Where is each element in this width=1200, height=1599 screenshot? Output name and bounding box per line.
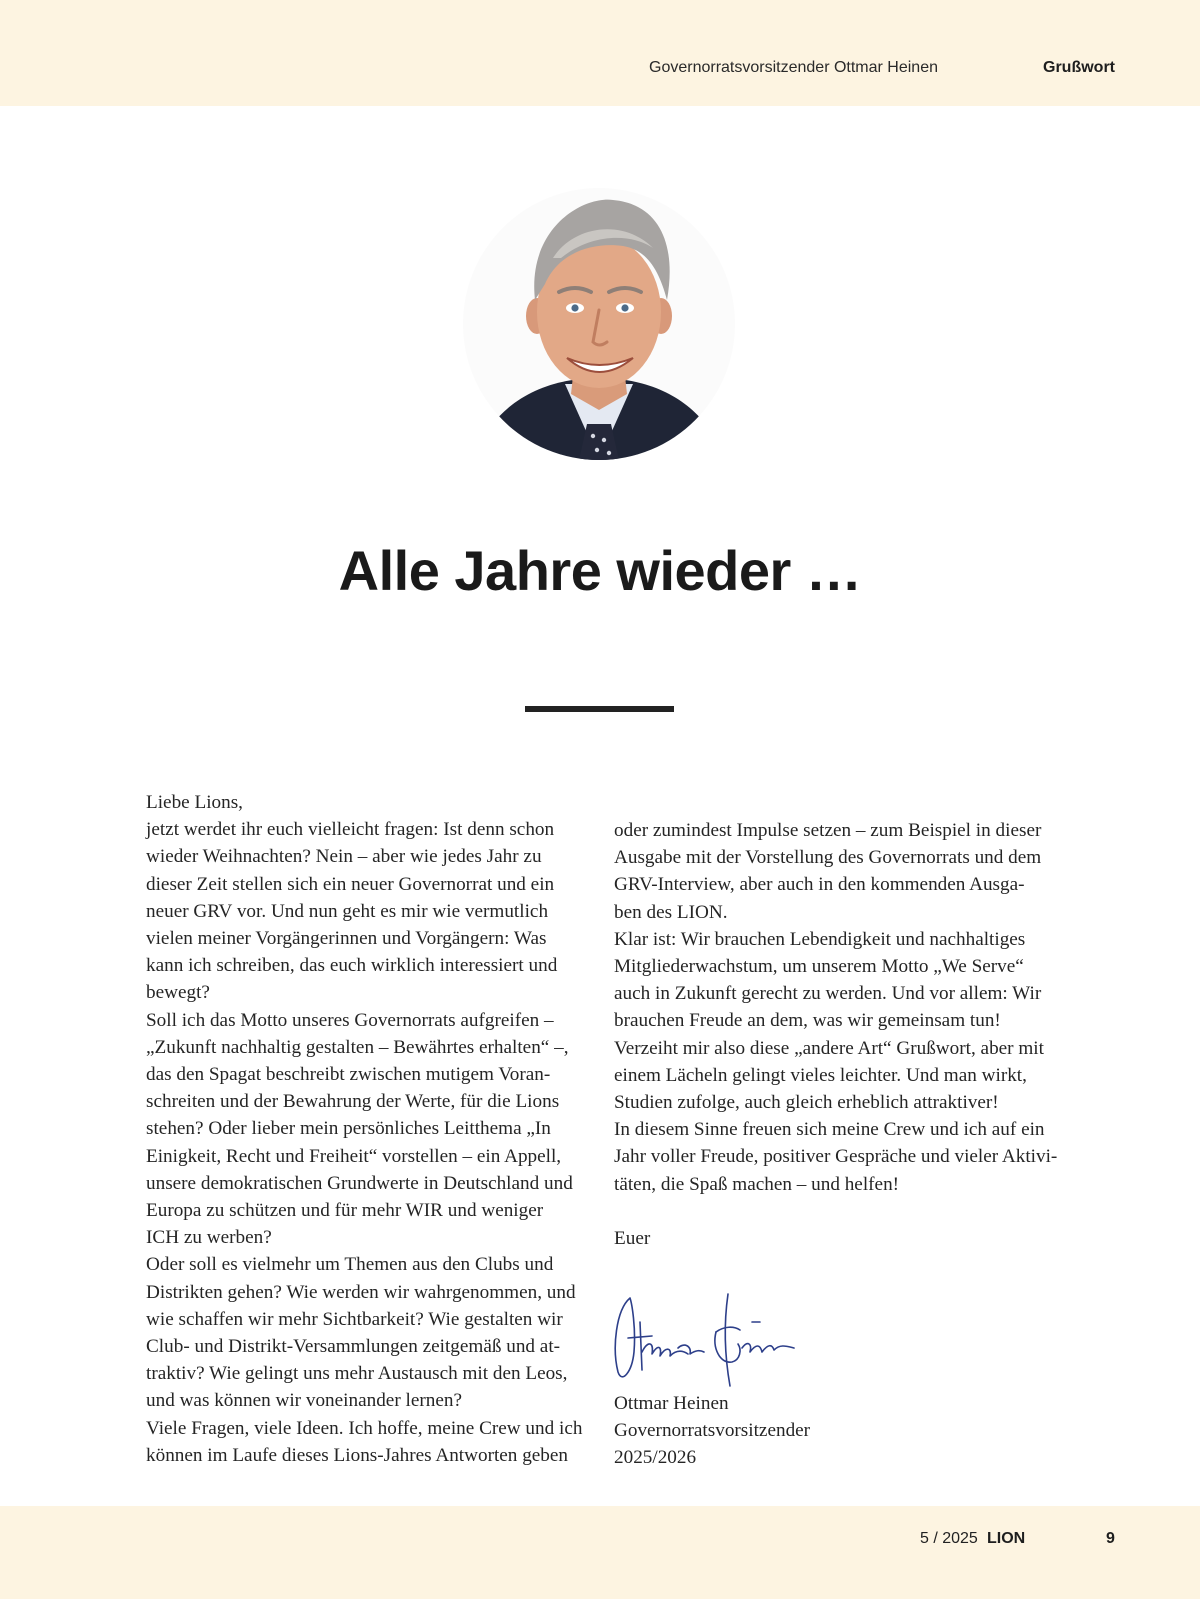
text-line: Klar ist: Wir brauchen Lebendigkeit und nachhaltiges bbox=[614, 928, 1026, 950]
article-column-left bbox=[146, 789, 596, 1469]
text-line: dieser Zeit stellen sich ein neuer Governorrat und ein bbox=[146, 873, 555, 895]
text-line: „Zukunft nachhaltig gestalten – Bewährtes erhalten“ –, bbox=[146, 1036, 569, 1058]
text-line: bewegt? bbox=[146, 982, 210, 1004]
text-line: neuer GRV vor. Und nun geht es mir wie vermutlich bbox=[146, 900, 549, 922]
text-line: In diesem Sinne freuen sich meine Crew und ich auf ein bbox=[614, 1119, 1045, 1141]
text-line: Jahr voller Freude, positiver Gespräche und vieler Aktivi- bbox=[614, 1146, 1058, 1168]
text-line: ben des LION. bbox=[614, 901, 728, 923]
text-line: einem Lächeln gelingt vieles leichter. Und man wirkt, bbox=[614, 1064, 1027, 1086]
page-number: 9 bbox=[1106, 1530, 1115, 1547]
text-line: Mitgliederwachstum, um unserem Motto „We Serve“ bbox=[614, 956, 1024, 978]
text-line: GRV-Interview, aber auch in den kommenden Ausga- bbox=[614, 874, 1025, 896]
footer-band bbox=[0, 1506, 1200, 1599]
signer-title: Governorratsvorsitzender bbox=[614, 1420, 811, 1442]
text-line: Soll ich das Motto unseres Governorrats aufgreifen – bbox=[146, 1009, 554, 1031]
article-headline: Alle Jahre wieder … bbox=[338, 539, 862, 602]
text-line: ICH zu werben? bbox=[146, 1227, 272, 1249]
text-line: Viele Fragen, viele Ideen. Ich hoffe, meine Crew und ich bbox=[146, 1417, 583, 1439]
text-line: vielen meiner Vorgängerinnen und Vorgängern: Was bbox=[146, 928, 547, 950]
text-line: Studien zufolge, auch gleich erheblich attraktiver! bbox=[614, 1092, 999, 1114]
text-line: täten, die Spaß machen – und helfen! bbox=[614, 1173, 900, 1195]
text-line: können im Laufe dieses Lions-Jahres Antworten geben bbox=[146, 1444, 569, 1466]
closing-salutation: Euer bbox=[614, 1227, 651, 1249]
text-line: brauchen Freude an dem, was wir gemeinsam tun! bbox=[614, 1010, 1001, 1032]
header-band bbox=[0, 0, 1200, 106]
text-line: wie schaffen wir mehr Sichtbarkeit? Wie gestalten wir bbox=[146, 1308, 563, 1330]
text-line: Verzeiht mir also diese „andere Art“ Grußwort, aber mit bbox=[614, 1037, 1044, 1059]
text-line: Ausgabe mit der Vorstellung des Governorrats und dem bbox=[614, 847, 1042, 869]
text-line: und was können wir voneinander lernen? bbox=[146, 1390, 462, 1412]
signer-term: 2025/2026 bbox=[614, 1447, 697, 1469]
text-line: jetzt werdet ihr euch vielleicht fragen: Ist denn schon bbox=[146, 819, 555, 841]
footer-magazine-name: LION bbox=[987, 1530, 1026, 1547]
headline-divider bbox=[525, 706, 674, 712]
portrait-photo bbox=[463, 188, 735, 460]
text-line: auch in Zukunft gerecht zu werden. Und vor allem: Wir bbox=[614, 983, 1042, 1005]
text-line: das den Spagat beschreibt zwischen mutigem Voran- bbox=[146, 1064, 551, 1086]
text-line: Oder soll es vielmehr um Themen aus den Clubs und bbox=[146, 1254, 554, 1276]
header-section-title: Grußwort bbox=[1043, 59, 1115, 76]
text-line: Distrikten gehen? Wie werden wir wahrgenommen, und bbox=[146, 1281, 576, 1303]
article-column-right bbox=[614, 817, 1084, 1252]
text-line: Europa zu schützen und für mehr WIR und weniger bbox=[146, 1200, 544, 1222]
text-line: Einigkeit, Recht und Freiheit“ vorstellen – ein Appell, bbox=[146, 1145, 562, 1167]
text-line: Liebe Lions, bbox=[146, 792, 243, 813]
text-line: traktiv? Wie gelingt uns mehr Austausch mit den Leos, bbox=[146, 1363, 568, 1385]
text-line: unsere demokratischen Grundwerte in Deutschland und bbox=[146, 1172, 573, 1194]
text-line: schreiten und der Bewahrung der Werte, für die Lions bbox=[146, 1091, 560, 1113]
header-author-line: Governorratsvorsitzender Ottmar Heinen bbox=[649, 59, 938, 76]
text-line: oder zumindest Impulse setzen – zum Beispiel in dieser bbox=[614, 820, 1042, 841]
text-line: Club- und Distrikt-Versammlungen zeitgemäß und at- bbox=[146, 1336, 561, 1358]
text-line: wieder Weihnachten? Nein – aber wie jedes Jahr zu bbox=[146, 846, 542, 868]
text-line: stehen? Oder lieber mein persönliches Leitthema „In bbox=[146, 1118, 551, 1140]
signature-icon bbox=[612, 1292, 802, 1388]
signer-name: Ottmar Heinen bbox=[614, 1393, 729, 1414]
footer-issue: 5 / 2025 bbox=[920, 1530, 978, 1547]
text-line: kann ich schreiben, das euch wirklich interessiert und bbox=[146, 955, 558, 977]
signer-block bbox=[614, 1390, 810, 1472]
